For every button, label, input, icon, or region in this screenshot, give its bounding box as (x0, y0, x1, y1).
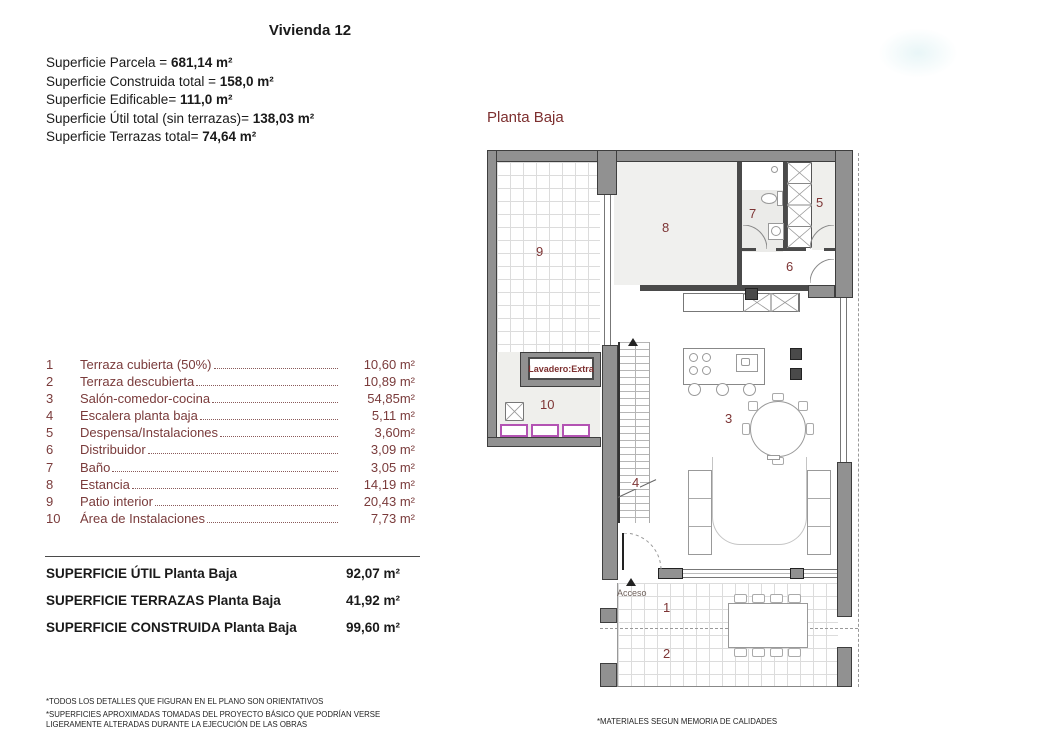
terrace-chair-icon (734, 648, 747, 657)
window-patio (604, 195, 611, 345)
plan-number-8: 8 (662, 220, 670, 235)
totals-block (46, 566, 426, 647)
info-line (46, 110, 314, 129)
leader-dots (155, 505, 338, 506)
room-number: 2 (46, 374, 54, 390)
patio-tiles (497, 162, 600, 352)
room-area: 10,60 m² (363, 357, 415, 372)
room-area: 14,19 m² (363, 476, 415, 492)
plan-number-6: 6 (786, 259, 794, 274)
appliance-box (500, 424, 528, 437)
plan-number-2: 2 (663, 646, 671, 661)
plan-title: Planta Baja (487, 109, 564, 126)
terrace-chair-icon (788, 594, 801, 603)
info-value: 74,64 m² (202, 129, 257, 145)
total-label: SUPERFICIE CONSTRUIDA Planta Baja (46, 620, 297, 635)
room-name: Estancia (80, 476, 130, 492)
room-list-row (46, 477, 415, 494)
toilet-bowl-icon (761, 193, 777, 204)
leader-dots (196, 385, 338, 386)
total-row (46, 593, 426, 620)
room-list-row (46, 374, 415, 391)
lavadero-label: Lavadero:Extra (528, 363, 594, 374)
window-right (840, 298, 847, 462)
leader-dots (148, 453, 338, 454)
total-row (46, 566, 426, 593)
plan-number-1: 1 (663, 600, 671, 615)
terrace-table (728, 603, 808, 648)
room-name: Salón-comedor-cocina (80, 391, 211, 407)
room-name: Terraza cubierta (50%) (80, 357, 212, 372)
room-name: Área de Instalaciones (80, 510, 206, 526)
wall-right-lower (837, 647, 852, 687)
plan-number-10: 10 (540, 397, 555, 412)
total-label: SUPERFICIE ÚTIL Planta Baja (46, 566, 238, 581)
column-icon (790, 368, 802, 380)
info-line (46, 73, 314, 92)
room-number: 1 (46, 357, 54, 372)
leader-dots (112, 471, 338, 472)
room-area: 3,60m² (374, 425, 415, 441)
room-list-row (46, 460, 415, 477)
room-name: Patio interior (80, 493, 153, 509)
wardrobe-unit (787, 162, 812, 248)
total-row (46, 620, 426, 647)
info-label: Superficie Parcela = (46, 55, 171, 70)
door-arc-room5 (810, 225, 834, 249)
door-arc-bathroom (743, 225, 767, 249)
room-number: 10 (46, 510, 61, 526)
partition-6b (776, 248, 806, 251)
room-number: 7 (46, 459, 54, 475)
room-name: Escalera planta baja (80, 408, 198, 424)
leader-dots (132, 488, 338, 489)
room-area: 7,73 m² (370, 510, 415, 526)
room-name: Terraza descubierta (80, 374, 195, 390)
hob-burner-icon (689, 353, 698, 362)
rug-outline (712, 457, 807, 545)
chair-icon (742, 423, 750, 435)
surface-info-block (46, 54, 314, 147)
room-list-row (46, 391, 415, 408)
room-area: 20,43 m² (363, 493, 415, 509)
dashed-boundary-right (858, 153, 859, 687)
wall-terrace-left-2 (600, 663, 617, 687)
plan-number-7: 7 (749, 206, 757, 221)
island-sink-basin-icon (741, 358, 750, 366)
info-value: 138,03 m² (252, 110, 315, 126)
leader-dots (212, 402, 338, 403)
wall-right-upper (835, 150, 853, 298)
terrace-chair-icon (752, 594, 765, 603)
window-band-right (804, 569, 837, 578)
stairs-midline (635, 342, 636, 523)
room-number: 3 (46, 391, 54, 407)
info-label: Superficie Terrazas total= (46, 129, 203, 145)
sink-basin-icon (771, 226, 781, 236)
room-number: 8 (46, 476, 54, 492)
appliance-box (562, 424, 590, 437)
totals-divider (45, 556, 420, 557)
appliance-box (531, 424, 559, 437)
stairs-direction-arrow (628, 338, 638, 346)
stool-icon (743, 383, 756, 396)
chair-icon (748, 401, 758, 411)
installation-box-icon (505, 402, 524, 421)
materials-note: *MATERIALES SEGUN MEMORIA DE CALIDADES (597, 717, 778, 726)
wall-terrace-left-1 (600, 608, 617, 623)
room-number: 4 (46, 408, 54, 424)
info-value: 111,0 m² (179, 92, 233, 108)
stairs (618, 342, 650, 523)
room-number: 5 (46, 425, 54, 441)
room-list-row (46, 408, 415, 425)
chair-icon (806, 423, 814, 435)
room-list-row (46, 494, 415, 511)
wall-mid-top (597, 150, 617, 195)
plan-number-9: 9 (536, 244, 544, 259)
wall-kitchen-right (808, 285, 835, 298)
room-list-row (46, 442, 415, 459)
room-number: 6 (46, 442, 54, 458)
scan-smudge (878, 28, 958, 78)
info-line (46, 128, 314, 147)
total-value: 92,07 m² (346, 566, 401, 581)
boiler-icon (771, 166, 778, 173)
terrace-chair-icon (752, 648, 765, 657)
total-value: 41,92 m² (346, 593, 401, 608)
chair-icon (798, 401, 808, 411)
total-label: SUPERFICIE TERRAZAS Planta Baja (46, 593, 281, 608)
tv-unit-icon (767, 455, 780, 460)
access-label: Acceso (617, 588, 647, 598)
plan-number-3: 3 (725, 411, 733, 426)
room-list (46, 357, 415, 528)
info-value: 681,14 m² (170, 55, 233, 70)
access-arrow (626, 578, 636, 586)
partition-8-7 (737, 162, 742, 285)
leader-dots (200, 419, 338, 420)
footnote-line: *SUPERFICIES APROXIMADAS TOMADAS DEL PROYECTO BÁSICO QUE PODRÍAN VERSE LIGERAMENTE ALTERADAS DURANTE LA EJECUCIÓN DE LAS OBRAS (46, 709, 381, 730)
room-name: Distribuidor (80, 442, 146, 458)
lavadero-label-box (528, 357, 594, 380)
info-label: Superficie Construida total = (46, 73, 220, 89)
footnote-line: *TODOS LOS DETALLES QUE FIGURAN EN EL PLANO SON ORIENTATIVOS (46, 697, 324, 706)
room-area: 3,09 m² (370, 442, 415, 458)
room-area: 5,11 m² (371, 408, 415, 424)
chair-icon (772, 393, 784, 401)
partition-kitchen (640, 285, 808, 291)
hob-burner-icon (689, 366, 698, 375)
plan-number-4: 4 (632, 475, 640, 490)
room-area: 54,85m² (367, 391, 415, 407)
terrace-chair-icon (770, 594, 783, 603)
stool-icon (688, 383, 701, 396)
terrace-chair-icon (734, 594, 747, 603)
room-8-floor (614, 162, 737, 285)
room-area: 3,05 m² (370, 459, 415, 475)
room-area: 10,89 m² (363, 374, 415, 390)
toilet-tank-icon (777, 191, 783, 206)
hob-burner-icon (702, 353, 711, 362)
wall-top (487, 150, 853, 162)
plan-number-5: 5 (816, 195, 824, 210)
info-value: 158,0 m² (219, 73, 274, 89)
sofa-left (688, 470, 712, 555)
leader-dots (207, 522, 338, 523)
window-band-left (683, 569, 790, 578)
door-arc-room6 (810, 259, 834, 283)
info-line (46, 54, 314, 73)
terrace-chair-icon (788, 648, 801, 657)
column-icon (790, 348, 802, 360)
terrace-chair-icon (770, 648, 783, 657)
info-line (46, 91, 314, 110)
hob-burner-icon (702, 366, 711, 375)
room-name: Baño (80, 459, 111, 475)
sofa-right (807, 470, 831, 555)
room-list-row (46, 357, 415, 374)
info-label: Superficie Edificable= (46, 92, 180, 108)
wall-right-mid (837, 462, 852, 617)
entrance-door-arc (624, 533, 662, 571)
total-value: 99,60 m² (346, 620, 401, 635)
footnotes (46, 697, 391, 730)
room-number: 9 (46, 493, 54, 509)
info-label: Superficie Útil total (sin terrazas)= (46, 110, 253, 126)
leader-dots (220, 436, 338, 437)
stool-icon (716, 383, 729, 396)
kitchen-dark-unit (745, 288, 758, 300)
window-frame-2 (790, 568, 804, 579)
wall-left (487, 150, 497, 447)
wall-mid-vertical (602, 345, 618, 580)
document-title: Vivienda 12 (268, 22, 352, 39)
room-list-row (46, 425, 415, 442)
leader-dots (214, 368, 339, 369)
room-name: Despensa/Instalaciones (80, 425, 219, 441)
room-list-row (46, 511, 415, 528)
boiler-nook-floor (742, 162, 788, 190)
wall-room10-bottom (487, 437, 601, 447)
floor-plan (480, 145, 880, 697)
